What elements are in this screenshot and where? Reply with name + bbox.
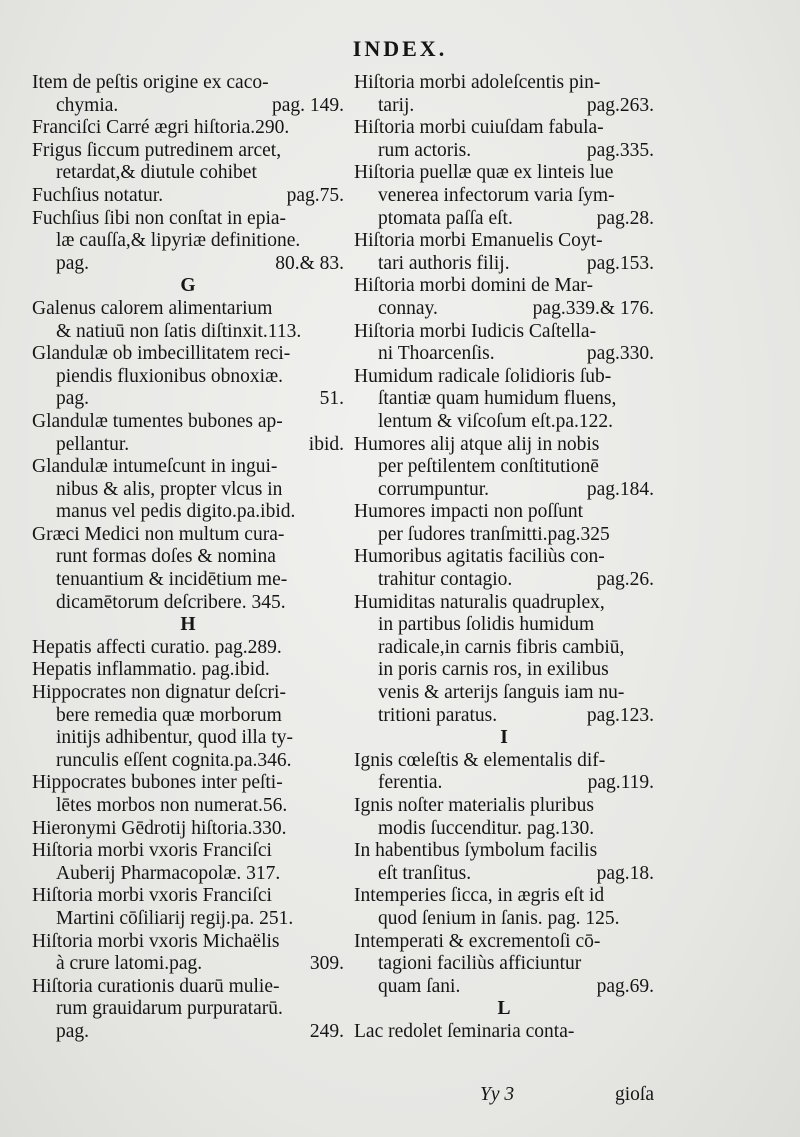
index-line-continuation [32,434,344,457]
entry-text: tagioni faciliùs afficiuntur [378,953,582,975]
entry-text: ferentia. [378,772,443,794]
index-line-continuation [354,253,654,276]
page-reference: pag.28. [596,207,654,229]
entry-text: Hieronymi Gēdrotij hiſtoria.330. [32,817,287,839]
index-entry-line [32,818,344,841]
entry-text: Galenus calorem alimentarium [32,297,273,319]
index-entry-line [32,682,344,705]
index-line-continuation [354,953,654,976]
entry-text: modis ſuccenditur. pag.130. [378,817,595,839]
index-entry-line [354,230,654,253]
index-line-continuation [354,908,654,931]
page-reference: pag.335. [586,139,654,161]
index-entry-line [354,162,654,185]
page-reference: pag. 149. [271,94,344,116]
entry-text: bere remedia quæ morborum [56,704,282,726]
index-line-continuation [354,569,654,592]
entry-text: Franciſci Carré ægri hiſtoria.290. [32,117,290,139]
entry-text: Hippocrates bubones inter peſti- [32,772,283,794]
entry-text: pag. [56,1020,90,1042]
index-entry-line [32,637,344,660]
index-entry-line [32,885,344,908]
entry-text: Hiſtoria curationis duarū mulie- [32,975,280,997]
entry-text: corrumpuntur. [378,478,490,500]
section-letter: L [497,998,511,1020]
entry-text: Fuchſius notatur. [32,184,164,206]
page-reference: pag.26. [596,569,654,591]
index-line-continuation [32,253,344,276]
index-entry-line [32,976,344,999]
index-line-continuation [32,750,344,773]
index-line-continuation [354,388,654,411]
entry-text: initijs adhibentur, quod illa ty- [56,727,293,749]
page-reference: pag.75. [286,184,344,206]
index-line-continuation [354,637,654,660]
index-entry-line [354,885,654,908]
entry-text: Hiſtoria morbi vxoris Franciſci [32,885,272,907]
index-line-continuation [354,298,654,321]
index-line-continuation [354,659,654,682]
entry-text: Hiſtoria morbi vxoris Franciſci [32,840,272,862]
index-entry-line [32,659,344,682]
entry-text: in partibus ſolidis humidum [378,614,595,636]
index-line-continuation [354,772,654,795]
page-reference: 249. [309,1020,344,1042]
section-letter: H [180,614,196,636]
entry-text: per peſtilentem conſtitutionē [378,456,599,478]
index-line-continuation [32,908,344,931]
index-line-continuation [32,546,344,569]
index-entry-line [32,772,344,795]
entry-text: Hiſtoria morbi Emanuelis Coyt- [354,230,603,252]
page-reference: pag.153. [586,252,654,274]
page-reference: pag.123. [586,704,654,726]
right-column [354,72,654,1044]
index-entry-line [354,366,654,389]
entry-text: rum grauidarum purpuratarū. [56,998,283,1020]
entry-text: in poris carnis ros, in exilibus [378,659,609,681]
entry-text: nibus & alis, propter vlcus in [56,478,283,500]
entry-text: tenuantium & incidētium me- [56,569,288,591]
entry-text: runculis eſſent cognita.pa.346. [56,749,292,771]
index-line-continuation [32,727,344,750]
index-line-continuation [32,953,344,976]
page-reference: pag.339.& 176. [532,297,654,319]
index-line-continuation [354,479,654,502]
index-line-continuation [354,208,654,231]
entry-text: Græci Medici non multum cura- [32,523,285,545]
index-line-continuation [32,705,344,728]
entry-text: venis & arterijs ſanguis iam nu- [378,682,625,704]
entry-text: In habentibus ſymbolum facilis [354,840,598,862]
page-reference: ibid. [308,433,344,455]
entry-text: Fuchſius ſibi non conſtat in epia- [32,207,287,229]
index-line-continuation [32,863,344,886]
entry-text: Hiſtoria morbi vxoris Michaëlis [32,930,280,952]
entry-text: Hippocrates non dignatur deſcri- [32,682,286,704]
entry-text: & natiuū non ſatis diſtinxit.113. [56,320,302,342]
index-line-continuation [32,366,344,389]
entry-text: Humores impacti non poſſunt [354,501,584,523]
index-line-continuation [32,795,344,818]
index-line-continuation [354,863,654,886]
entry-text: ptomata paſſa eſt. [378,207,513,229]
index-line-continuation [32,569,344,592]
page-reference: pag.330. [586,343,654,365]
entry-text: per ſudores tranſmitti.pag.325 [378,523,610,545]
entry-text: Auberij Pharmacopolæ. 317. [56,862,281,884]
index-line-continuation [32,1021,344,1044]
entry-text: connay. [378,297,438,319]
entry-text: dicamētorum deſcribere. 345. [56,591,286,613]
index-line-continuation [32,230,344,253]
entry-text: Ignis cœleſtis & elementalis dif- [354,749,606,771]
page-reference: pag.18. [596,862,654,884]
index-line-continuation [354,343,654,366]
index-entry-line [354,501,654,524]
index-entry-line [354,750,654,773]
entry-text: Glandulæ ob imbecillitatem reci- [32,343,291,365]
page-reference: pag.119. [587,772,654,794]
index-entry-line [32,524,344,547]
entry-text: Glandulæ intumeſcunt in ingui- [32,456,278,478]
page-reference: 309. [309,953,344,975]
index-entry-line [354,72,654,95]
entry-text: Hiſtoria morbi adoleſcentis pin- [354,72,601,93]
entry-text: Humores alij atque alij in nobis [354,433,600,455]
index-entry-line [32,72,344,95]
index-entry-line [32,411,344,434]
entry-text: quam ſani. [378,975,461,997]
index-line-continuation [354,456,654,479]
entry-text: læ cauſſa,& lipyriæ definitione. [56,230,301,252]
entry-text: Intemperies ſicca, in ægris eſt id [354,885,605,907]
index-line-continuation [354,185,654,208]
index-line-continuation [354,140,654,163]
entry-text: ſtantiæ quam humidum fluens, [378,388,617,410]
page-reference: pag.184. [586,478,654,500]
left-column [32,72,344,1044]
section-letter: G [180,275,196,297]
index-line-continuation [32,501,344,524]
entry-text: trahitur contagio. [378,569,513,591]
entry-text: Humoribus agitatis faciliùs con- [354,546,605,568]
index-line-continuation [354,524,654,547]
entry-text: eſt tranſitus. [378,862,472,884]
entry-text: quod ſenium in ſanis. pag. 125. [378,907,620,929]
page-reference: pag.69. [596,975,654,997]
entry-text: runt formas doſes & nomina [56,546,276,568]
entry-text: Hiſtoria puellæ quæ ex linteis lue [354,162,614,184]
entry-text: pag. [56,252,90,274]
index-line-continuation [354,411,654,434]
entry-text: Item de peſtis origine ex caco- [32,72,269,93]
index-entry-line [354,592,654,615]
index-line-continuation [354,705,654,728]
index-entry-line [32,140,344,163]
index-line-continuation [32,95,344,118]
signature-mark: Yy 3 [480,1084,515,1105]
page-reference: pag.263. [586,94,654,116]
index-line-continuation [354,976,654,999]
index-entry-line [32,298,344,321]
entry-text: lētes morbos non numerat.56. [56,795,288,816]
index-entry-line [32,185,344,208]
entry-text: lentum & viſcoſum eſt.pa.122. [378,410,614,432]
entry-text: manus vel pedis digito.pa.ibid. [56,501,296,523]
index-line-continuation [32,162,344,185]
entry-text: Martini cōſiliarij regij.pa. 251. [56,907,294,929]
index-line-continuation [32,388,344,411]
index-entry-line [32,117,344,140]
entry-text: retardat,& diutule cohibet [56,162,257,184]
entry-text: Hepatis affecti curatio. pag.289. [32,636,282,658]
entry-text: chymia. [56,94,119,116]
entry-text: Intemperati & excrementoſi cō- [354,930,601,952]
index-entry-line [354,434,654,457]
entry-text: Hepatis inflammatio. pag.ibid. [32,659,270,681]
index-entry-line [354,795,654,818]
entry-text: Humiditas naturalis quadruplex, [354,591,605,613]
entry-text: Lac redolet ſeminaria conta- [354,1020,575,1042]
index-line-continuation [354,682,654,705]
index-line-continuation [354,95,654,118]
index-entry-line [354,546,654,569]
page-title: INDEX. [352,36,448,61]
index-line-continuation [32,479,344,502]
index-line-continuation [354,818,654,841]
entry-text: venerea infectorum varia ſym- [378,184,615,206]
entry-text: Ignis noſter materialis pluribus [354,795,594,816]
index-entry-line [32,208,344,231]
entry-text: pellantur. [56,433,130,455]
index-entry-line [32,456,344,479]
index-entry-line [32,931,344,954]
entry-text: rum actoris. [378,139,472,161]
entry-text: pag. [56,388,90,410]
index-entry-line [354,931,654,954]
index-line-continuation [32,321,344,344]
entry-text: ni Thoarcenſis. [378,343,495,365]
entry-text: Hiſtoria morbi Iudicis Caſtella- [354,320,597,342]
entry-text: tarij. [378,94,415,116]
index-line-continuation [32,592,344,615]
entry-text: Humidum radicale ſolidioris ſub- [354,365,612,387]
entry-text: Hiſtoria morbi cuiuſdam fabula- [354,117,604,139]
entry-text: tritioni paratus. [378,704,498,726]
index-line-continuation [354,614,654,637]
page-reference: 80.& 83. [275,252,344,274]
page-reference: 51. [319,388,344,410]
index-entry-line [354,117,654,140]
entry-text: tari authoris filij. [378,252,510,274]
section-letter: I [500,727,508,749]
index-line-continuation [32,998,344,1021]
index-entry-line [32,840,344,863]
entry-text: Hiſtoria morbi domini de Mar- [354,275,593,297]
entry-text: Glandulæ tumentes bubones ap- [32,410,283,432]
entry-text: piendis fluxionibus obnoxiæ. [56,365,283,387]
catchword: gioſa [615,1084,654,1105]
index-entry-line [354,1021,654,1044]
index-entry-line [354,275,654,298]
index-entry-line [354,321,654,344]
entry-text: Frigus ſiccum putredinem arcet, [32,139,282,161]
page-footer [354,1084,654,1106]
index-entry-line [32,343,344,366]
entry-text: radicale,in carnis fibris cambiū, [378,636,625,658]
entry-text: à crure latomi.pag. [56,953,203,975]
index-entry-line [354,840,654,863]
